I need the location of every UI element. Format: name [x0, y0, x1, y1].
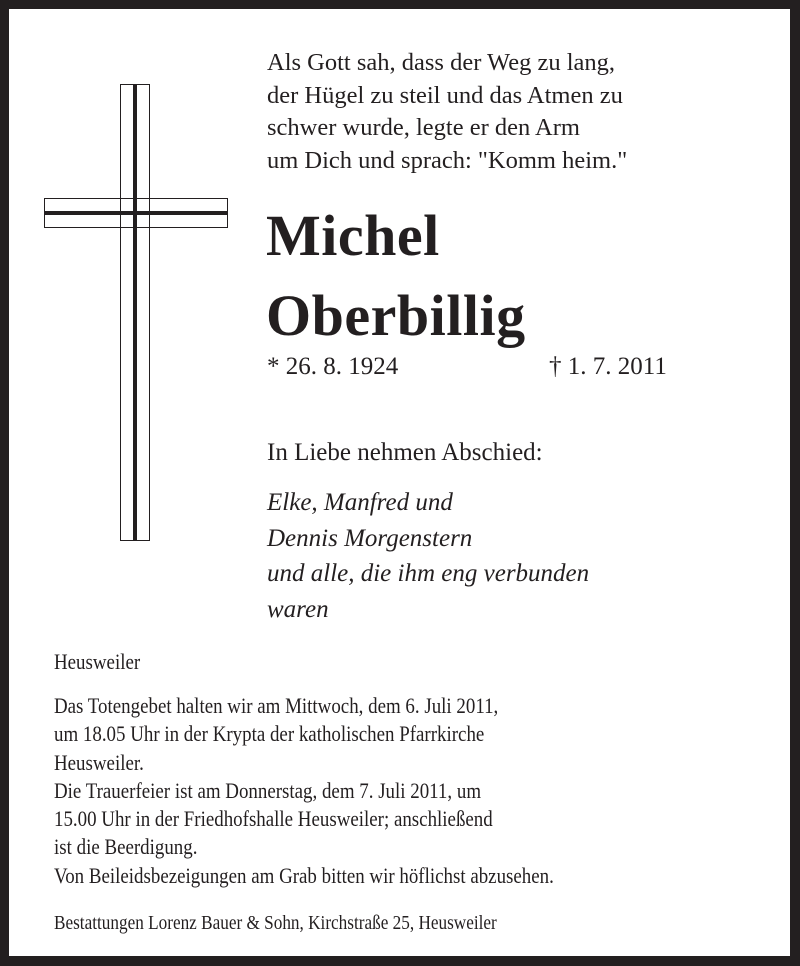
birth-date: * 26. 8. 1924	[267, 353, 399, 380]
details-line: Heusweiler.	[54, 749, 144, 775]
mourners-list	[267, 485, 589, 627]
mourner-line: und alle, die ihm eng verbunden	[267, 560, 590, 587]
death-date: † 1. 7. 2011	[549, 353, 667, 380]
cross-icon-vertical-beam	[120, 84, 150, 541]
deceased-last-name: Oberbillig	[266, 283, 526, 348]
farewell-heading: In Liebe nehmen Abschied:	[267, 439, 543, 466]
details-line: um 18.05 Uhr in der Krypta der katholischen Pfarrkirche	[54, 721, 485, 747]
mourner-line: waren	[267, 595, 329, 623]
deceased-first-name: Michel	[266, 203, 440, 268]
details-line: 15.00 Uhr in der Friedhofshalle Heusweiler; anschließend	[54, 806, 493, 832]
mourner-line: Elke, Manfred und	[267, 489, 453, 516]
details-line: Von Beileidsbezeigungen am Grab bitten wir höflichst abzusehen.	[54, 862, 554, 888]
details-line: Die Trauerfeier ist am Donnerstag, dem 7. Juli 2011, um	[54, 777, 482, 803]
obituary-notice	[9, 9, 790, 956]
place-name: Heusweiler	[54, 649, 141, 674]
poem-line: schwer wurde, legte er den Arm	[267, 114, 580, 141]
poem-line: der Hügel zu steil und das Atmen zu	[267, 81, 623, 109]
cross-icon-horizontal-beam	[44, 198, 228, 228]
poem-line: Als Gott sah, dass der Weg zu lang,	[267, 49, 616, 76]
mourner-line: Dennis Morgenstern	[267, 524, 473, 552]
memorial-poem	[267, 47, 627, 177]
details-line: ist die Beerdigung.	[54, 834, 198, 860]
service-details	[54, 692, 554, 890]
poem-line: um Dich und sprach: "Komm heim."	[267, 146, 628, 174]
undertaker-info: Bestattungen Lorenz Bauer & Sohn, Kirchstraße 25, Heusweiler	[54, 912, 497, 934]
details-line: Das Totengebet halten wir am Mittwoch, dem 6. Juli 2011,	[54, 693, 499, 718]
